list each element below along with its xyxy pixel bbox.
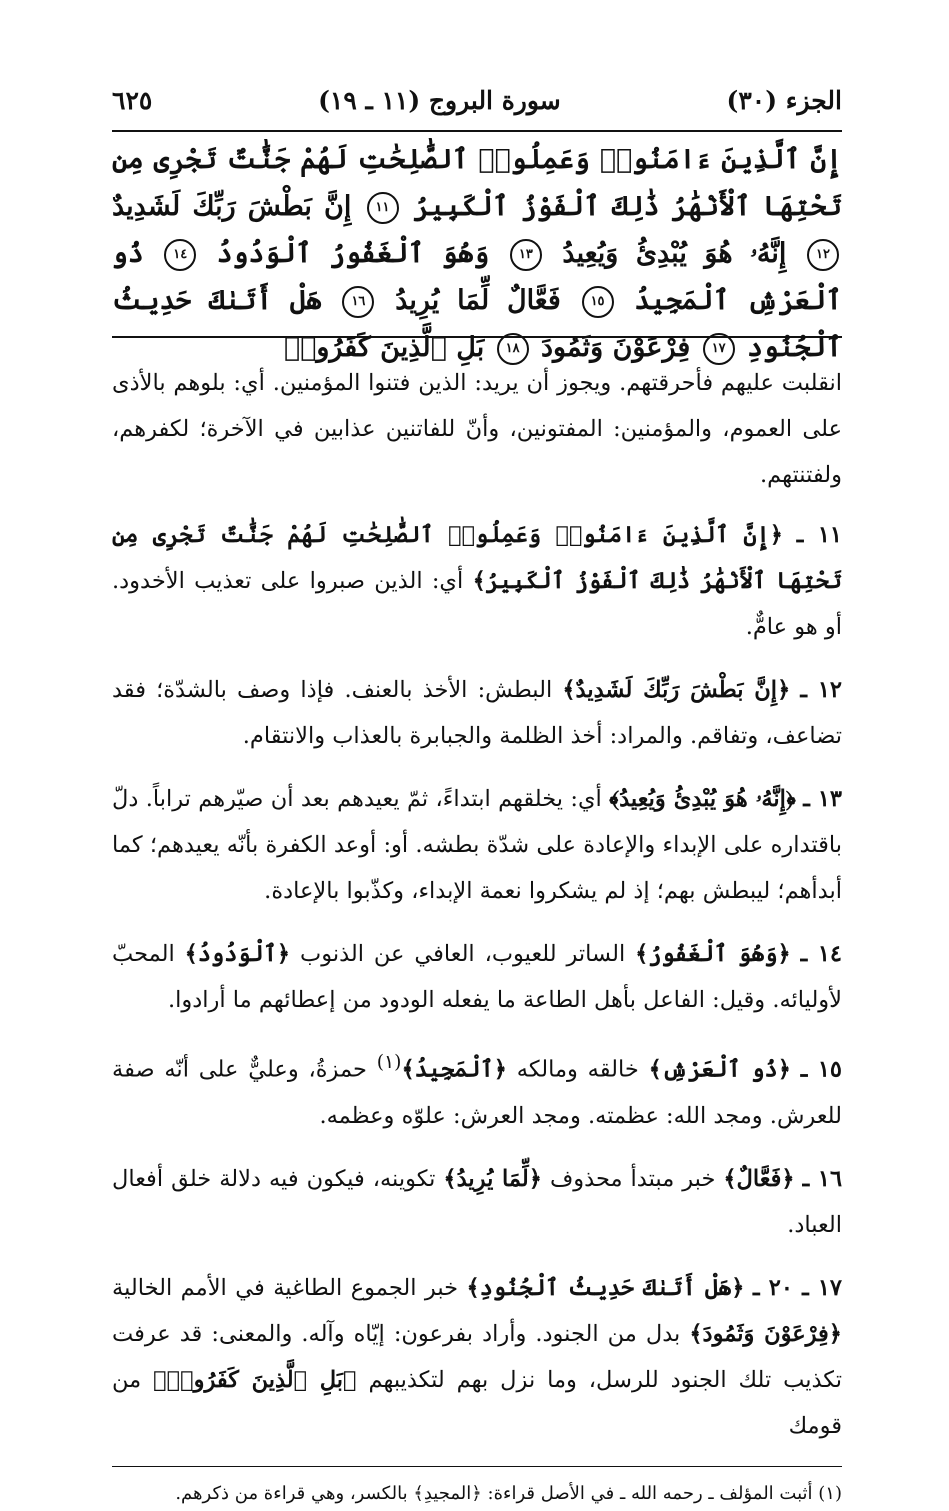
- commentary-text: أي: يخلقهم ابتداءً، ثمّ يعيدهم بعد أن صيّرهم تراباً. دلّ باقتداره على الإبداء والإعادة على شدّة بطشه. أو: أوعد الكفرة بأنّه يعيدهم؛ كما أبدأهم؛ ليبطش بهم؛ إذ لم يشكروا نعمة الإبداء، وكذّبوا بالإعادة.: [112, 786, 842, 904]
- footnote-ref[interactable]: (١): [376, 1052, 402, 1073]
- commentary-text: بدل من الجنود. وأراد بفرعون: إيّاه وآله. والمعنى: قد عرفت تكذيب تلك الجنود للرسل، وما نزل بهم لتكذيبهم: [112, 1320, 842, 1393]
- commentary-intro: انقلبت عليهم فأحرقتهم. ويجوز أن يريد: الذين فتنوا المؤمنين. أي: بلوهم بالأذى على العموم، والمؤمنين: المفتونين، وأنّ للفاتنين عذابين في الآخرة؛ لكفرهم، ولفتنتهم.: [112, 370, 842, 488]
- commentary-verse-12: [112, 667, 842, 759]
- ayah-13: إِنَّهُۥ هُوَ يُبْدِئُ وَيُعِيدُ: [562, 238, 787, 269]
- commentary-text: الساتر للعيوب، العافي عن الذنوب: [300, 941, 626, 967]
- ayah-12: إِنَّ بَطْشَ رَبِّكَ لَشَدِيدٌ: [112, 191, 352, 222]
- juz-label: الجزء (٣٠): [726, 86, 842, 115]
- ayah-11: إِنَّ ٱلَّذِينَ ءَامَنُوا۟ وَعَمِلُوا۟ ٱلصَّٰلِحَٰتِ لَهُمْ جَنَّٰتٌ تَجْرِى مِن تَحْتِهَا ٱلْأَنْهَٰرُ ذَٰلِكَ ٱلْفَوْزُ ٱلْكَبِيرُ: [112, 144, 842, 222]
- commentary: [112, 338, 842, 1449]
- verse-quote: ﴿ٱلْمَجِيدُ﴾: [401, 1056, 507, 1083]
- verse-quote: ﴿إِنَّهُۥ هُوَ يُبْدِئُ وَيُعِيدُ﴾: [609, 786, 796, 812]
- commentary-text: أي: الذين صبروا على تعذيب الأخدود. أو هو عامٌّ.: [112, 568, 842, 640]
- verse-number: ١٧ ـ ٢٠ ـ: [752, 1274, 842, 1301]
- commentary-text: حمزةُ، وعليٌّ على أنّه صفة للعرش. ومجد الله: عظمته. ومجد العرش: علوّه وعظمه.: [112, 1056, 842, 1129]
- verse-number: ١٣ ـ: [803, 786, 842, 812]
- verse-quote: ﴿لِّمَا يُرِيدُ﴾: [443, 1165, 542, 1192]
- verse-quote: ﴿فِرْعَوْنَ وَثَمُودَ﴾: [689, 1320, 842, 1347]
- commentary-text: تكوينه، فيكون فيه دلالة خلق أفعال العباد.: [112, 1165, 842, 1238]
- ayah-marker-15: ١٥: [582, 286, 614, 318]
- footnote-text: أثبت المؤلف ـ رحمه الله ـ في الأصل قراءة: ﴿المجيدِ﴾ بالكسر، وهي قراءة من ذكرهم.: [175, 1482, 813, 1504]
- ayah-16: فَعَّالٌ لِّمَا يُرِيدُ: [395, 285, 561, 316]
- commentary-verse-14: [112, 931, 842, 1023]
- ayah-marker-13: ١٣: [510, 239, 542, 271]
- ayah-14: وَهُوَ ٱلْغَفُورُ ٱلْوَدُودُ: [216, 238, 490, 269]
- ayah-17: هَلْ أَتَىٰكَ حَدِيثُ ٱلْجُنُودِ: [112, 285, 842, 363]
- ayah-marker-14: ١٤: [164, 239, 196, 271]
- commentary-text: المحبّ لأوليائه. وقيل: الفاعل بأهل الطاعة ما يفعله الودود من إعطائهم ما أرادوا.: [112, 941, 842, 1013]
- verse-number: ١١ ـ: [796, 522, 842, 548]
- page-header: [112, 86, 842, 132]
- ayah-marker-11: ١١: [367, 192, 399, 224]
- verse-quote: ﴿وَهُوَ ٱلْغَفُورُ﴾: [635, 941, 791, 967]
- ayah-19: بَلِ ٱلَّذِينَ كَفَرُوا۟: [283, 332, 485, 363]
- commentary-text: البطش: الأخذ بالعنف. فإذا وصف بالشدّة؛ فقد تضاعف، وتفاقم. والمراد: أخذ الظلمة والجبابرة بالعذاب والانتقام.: [112, 677, 842, 749]
- footnote: [112, 1467, 842, 1511]
- verse-number: ١٦ ـ: [802, 1165, 843, 1192]
- verse-number: ١٥ ـ: [800, 1056, 843, 1083]
- ayah-marker-16: ١٦: [342, 286, 374, 318]
- footnote-number: (١): [818, 1482, 842, 1504]
- commentary-verse-13: [112, 776, 842, 914]
- commentary-text: خبر مبتدأ محذوف: [549, 1165, 716, 1192]
- ayah-marker-18: ١٨: [497, 333, 529, 365]
- page-number: ٦٢٥: [112, 86, 153, 115]
- ayah-marker-17: ١٧: [703, 333, 735, 365]
- book-page: [112, 86, 842, 1511]
- ayah-18: فِرْعَوْنَ وَثَمُودَ: [541, 332, 691, 363]
- quran-verses: [112, 132, 842, 363]
- verse-number: ١٤ ـ: [800, 941, 842, 967]
- verse-quote: ﴿إِنَّ بَطْشَ رَبِّكَ لَشَدِيدٌ﴾: [562, 677, 791, 703]
- commentary-text: خبر الجموع الطاغية في الأمم الخالية: [112, 1274, 459, 1301]
- verse-quote: ﴿ٱلْوَدُودُ﴾: [184, 941, 291, 967]
- commentary-verse-16: [112, 1156, 842, 1248]
- ayah-marker-12: ١٢: [807, 239, 839, 271]
- verse-quote: ﴿فَعَّالٌ﴾: [723, 1165, 795, 1192]
- verse-quote: ﴿بَلِ ٱلَّذِينَ كَفَرُوا۟﴾: [153, 1366, 357, 1393]
- commentary-verse-17-20: [112, 1265, 842, 1449]
- verse-quote: ﴿هَلْ أَتَىٰكَ حَدِيثُ ٱلْجُنُودِ﴾: [466, 1274, 745, 1301]
- surah-title: سورة البروج (١١ ـ ١٩): [318, 86, 561, 115]
- verse-quote: ﴿إِنَّ ٱلَّذِينَ ءَامَنُوا۟ وَعَمِلُوا۟ ٱلصَّٰلِحَٰتِ لَهُمْ جَنَّٰتٌ تَجْرِى مِن تَحْتِهَا ٱلْأَنْهَٰرُ ذَٰلِكَ ٱلْفَوْزُ ٱلْكَبِيرُ﴾: [112, 522, 842, 594]
- commentary-text: خالقه ومالكه: [516, 1056, 639, 1083]
- verse-number: ١٢ ـ: [800, 677, 842, 703]
- ayah-15: ذُو ٱلْعَرْشِ ٱلْمَجِيدُ: [112, 238, 842, 316]
- commentary-text: من قومك: [112, 1366, 842, 1439]
- commentary-verse-15: [112, 1040, 842, 1139]
- commentary-verse-11: [112, 512, 842, 650]
- verse-quote: ﴿ذُو ٱلْعَرْشِ﴾: [648, 1056, 791, 1083]
